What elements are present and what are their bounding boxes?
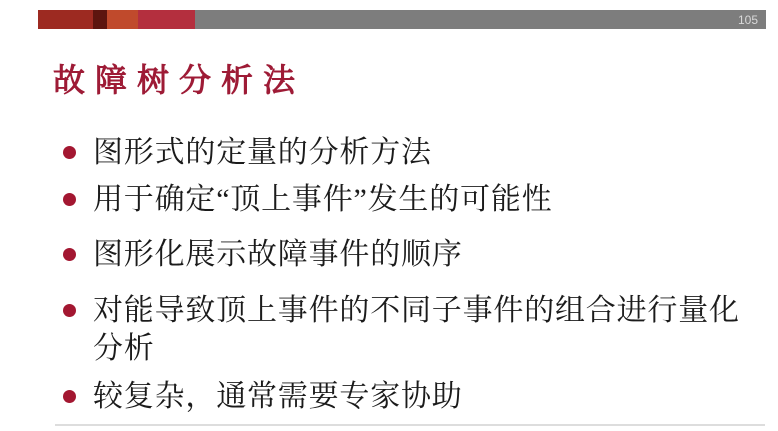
bullet-item (63, 292, 753, 368)
slide-number: 105 (737, 12, 758, 27)
slide-title: 故障树分析法 (53, 62, 306, 98)
bullet-text: 较复杂，通常需要专家协助 (93, 380, 463, 413)
bullet-item (63, 181, 552, 219)
bullet-dot-icon (63, 304, 76, 317)
bottom-rule (55, 424, 765, 426)
bullet-text: 用于确定“顶上事件”发生的可能性 (93, 183, 553, 216)
bullet-dot-icon (63, 193, 76, 206)
bullet-item (63, 236, 463, 274)
bullet-text: 对能导致顶上事件的不同子事件的组合进行量化分析 (93, 294, 740, 365)
bullet-text: 图形化展示故障事件的顺序 (93, 238, 463, 271)
accent-block-maroon (93, 10, 107, 29)
bullet-item (63, 378, 463, 416)
top-accent-bar (38, 10, 766, 29)
bullet-dot-icon (63, 390, 76, 403)
gray-strip (195, 10, 766, 29)
accent-block-rust (107, 10, 138, 29)
accent-block-crimson (138, 10, 195, 29)
bullet-dot-icon (63, 248, 76, 261)
accent-block-brick (38, 10, 93, 29)
bullet-item (63, 134, 432, 172)
bullet-text: 图形式的定量的分析方法 (93, 136, 432, 169)
bullet-dot-icon (63, 146, 76, 159)
